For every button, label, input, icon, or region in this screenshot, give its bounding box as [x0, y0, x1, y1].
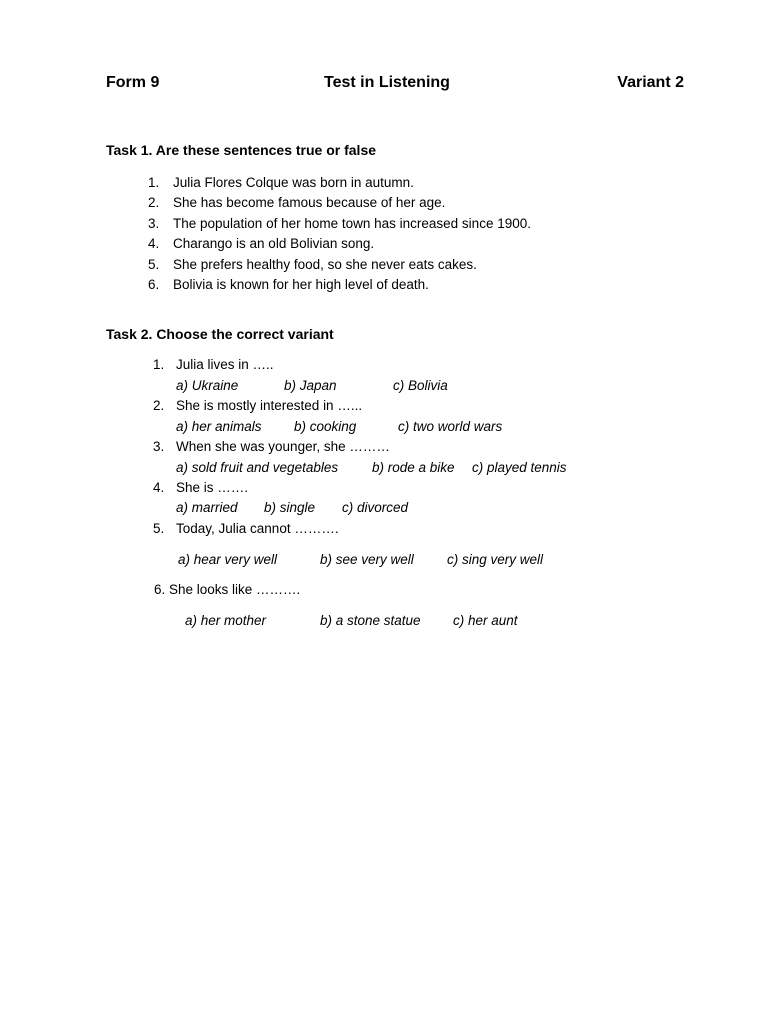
question [153, 439, 390, 454]
form-label: Form 9 [106, 74, 160, 91]
task1-list [148, 173, 531, 295]
option-b: b) cooking [294, 419, 357, 434]
test-title: Test in Listening [324, 74, 450, 91]
question-text: When she was younger, she ……… [176, 439, 390, 454]
question-text: Today, Julia cannot ………. [176, 521, 339, 536]
option-c: c) two world wars [398, 419, 503, 434]
item-number: 5. [148, 256, 160, 272]
task1-title: Task 1. Are these sentences true or false [106, 142, 377, 158]
list-item [148, 234, 531, 254]
option-a: a) sold fruit and vegetables [176, 460, 339, 475]
list-item [148, 173, 531, 193]
task2-title: Task 2. Choose the correct variant [106, 326, 334, 342]
question-text: Julia lives in ….. [176, 357, 274, 372]
option-a: a) Ukraine [176, 378, 239, 393]
item-text: She has become famous because of her age. [173, 195, 446, 211]
question [154, 582, 300, 597]
item-number: 6. [148, 276, 160, 292]
question-number: 3. [153, 439, 165, 454]
question-number: 5. [153, 521, 165, 536]
option-b: b) single [264, 500, 316, 515]
item-number: 1. [148, 175, 160, 190]
question [153, 521, 339, 536]
option-a: a) her mother [185, 613, 267, 628]
question-number: 4. [153, 480, 165, 495]
variant-label: Variant 2 [617, 74, 684, 91]
option-b: b) a stone statue [320, 613, 421, 628]
header [106, 74, 684, 96]
list-item [148, 255, 531, 275]
option-a: a) married [176, 500, 238, 515]
question-text: She is mostly interested in …... [176, 398, 363, 413]
question [153, 480, 248, 495]
question-text: 6. She looks like ………. [154, 582, 301, 597]
item-text: Charango is an old Bolivian song. [173, 236, 375, 252]
item-text: She prefers healthy food, so she never eats cakes. [173, 256, 477, 272]
question-number: 1. [153, 357, 165, 372]
question [153, 398, 362, 413]
list-item [148, 193, 531, 213]
item-number: 4. [148, 236, 160, 252]
option-c: c) played tennis [472, 460, 567, 475]
option-c: c) sing very well [447, 552, 544, 567]
question [153, 357, 274, 372]
option-a: a) hear very well [178, 552, 278, 567]
option-a: a) her animals [176, 419, 262, 434]
list-item [148, 214, 531, 234]
item-text: Bolivia is known for her high level of death. [173, 276, 429, 292]
item-text: The population of her home town has increased since 1900. [173, 215, 531, 231]
option-b: b) Japan [284, 378, 337, 393]
item-number: 3. [148, 215, 160, 231]
option-c: c) divorced [342, 500, 409, 515]
option-c: c) Bolivia [393, 378, 448, 393]
list-item [148, 275, 531, 295]
item-text: Julia Flores Colque was born in autumn. [173, 175, 414, 190]
question-number: 2. [153, 398, 165, 413]
item-number: 2. [148, 195, 160, 211]
option-c: c) her aunt [453, 613, 518, 628]
question-text: She is ……. [176, 480, 249, 495]
option-b: b) see very well [320, 552, 414, 567]
option-b: b) rode a bike [372, 460, 455, 475]
